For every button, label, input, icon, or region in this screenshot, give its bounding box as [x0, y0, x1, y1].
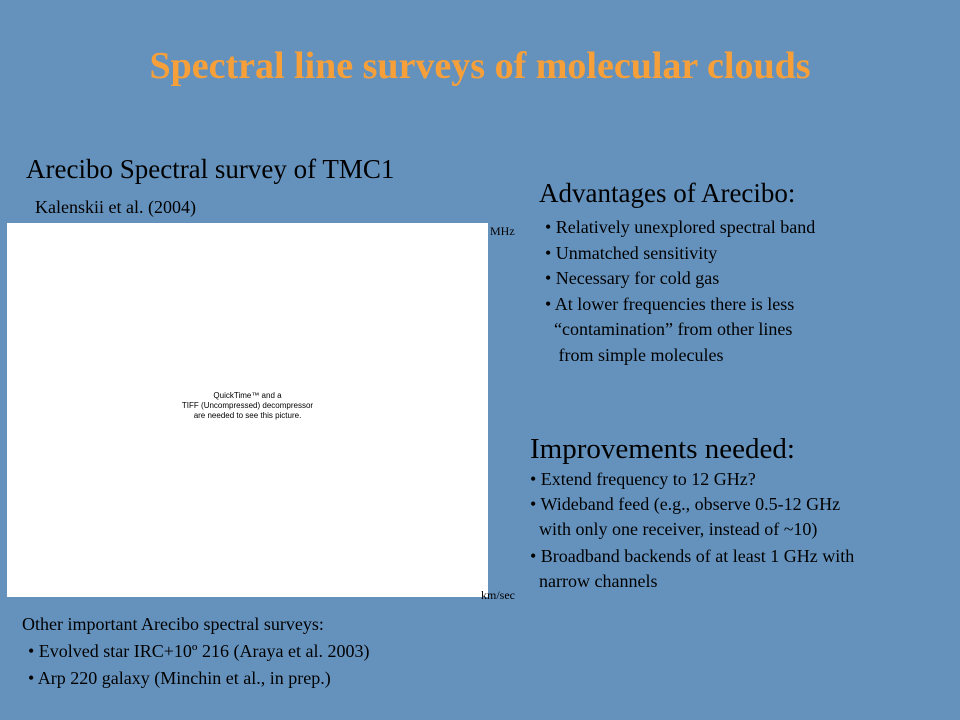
list-item: • Necessary for cold gas	[545, 268, 720, 288]
list-item: • Wideband feed (e.g., observe 0.5-12 GHz	[530, 494, 841, 514]
list-item: from simple molecules	[545, 344, 724, 365]
list-item: • Evolved star IRC+10º 216 (Araya et al. 2003)	[28, 641, 370, 661]
advantages-list	[545, 215, 815, 368]
advantages-heading: Advantages of Arecibo:	[539, 178, 796, 208]
quicktime-line: are needed to see this picture.	[193, 411, 302, 420]
list-item: • Broadband backends of at least 1 GHz with	[530, 546, 855, 566]
improvements-list	[530, 467, 854, 594]
quicktime-line: TIFF (Uncompressed) decompressor	[181, 401, 314, 410]
survey-heading: Arecibo Spectral survey of TMC1	[26, 154, 395, 184]
list-item: “contamination” from other lines	[545, 319, 793, 339]
quicktime-message	[7, 391, 488, 421]
list-item: • At lower frequencies there is less	[545, 293, 795, 314]
list-item: • Unmatched sensitivity	[545, 242, 718, 263]
list-item: • Extend frequency to 12 GHz?	[530, 469, 756, 489]
list-item: • Relatively unexplored spectral band	[545, 217, 816, 237]
quicktime-line: QuickTime™ and a	[213, 391, 282, 400]
slide-title: Spectral line surveys of molecular clouds	[149, 45, 811, 87]
survey-citation: Kalenskii et al. (2004)	[35, 197, 196, 217]
figure-top-label: MHz	[490, 224, 515, 238]
other-surveys-list	[28, 638, 369, 692]
figure-bottom-label: km/sec	[481, 588, 515, 602]
list-item: with only one receiver, instead of ~10)	[530, 519, 818, 539]
improvements-heading: Improvements needed:	[530, 433, 795, 465]
list-item: • Arp 220 galaxy (Minchin et al., in prep.)	[28, 668, 331, 688]
figure-placeholder	[7, 223, 488, 597]
list-item: narrow channels	[530, 571, 658, 591]
other-surveys-heading: Other important Arecibo spectral surveys:	[22, 614, 324, 634]
